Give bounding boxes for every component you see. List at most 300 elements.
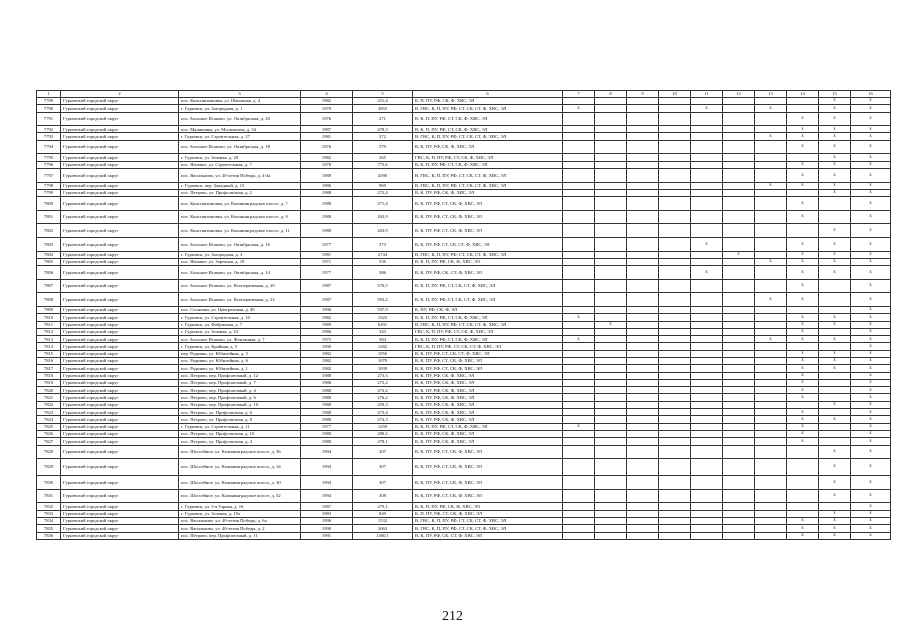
table-row (37, 525, 891, 532)
district-cell: Гурьевский городской округ (61, 350, 179, 357)
mark-cell: x (787, 372, 819, 379)
row-number: 7828 (37, 445, 61, 459)
year-cell: 1994 (301, 489, 353, 503)
mark-cell: x (851, 336, 891, 343)
mark-cell (723, 98, 755, 105)
mark-cell (659, 279, 691, 293)
address-cell: г. Гурьевск, ул. Фабричная, д. 7 (179, 321, 301, 328)
mark-cell (691, 251, 723, 258)
works-list-cell: ГВС, К, П, ПУ, РФ, СТ, СК, СТ, Ф, ХВС, ЭЛ (413, 343, 563, 350)
address-cell: г. Гурьевск, ул. 3-я Горная, д. 16 (179, 503, 301, 510)
area-cell: 4590 (353, 168, 413, 182)
mark-cell (755, 394, 787, 401)
year-cell: 1988 (301, 197, 353, 211)
mark-cell (723, 445, 755, 459)
address-cell: пер. Родники, ул. Юбилейная, д. 3 (179, 350, 301, 357)
mark-cell (659, 133, 691, 140)
district-cell: Гурьевский городской округ (61, 532, 179, 539)
mark-cell: x (819, 365, 851, 372)
mark-cell: x (787, 112, 819, 126)
mark-cell (627, 372, 659, 379)
mark-cell (627, 154, 659, 161)
mark-cell (563, 126, 595, 133)
area-cell: 279,1 (353, 503, 413, 510)
works-list-cell: В, К, П, ПУ, РФ, СК, Ф, ХВС, ЭЛ (413, 503, 563, 510)
mark-cell (659, 154, 691, 161)
column-number-header: 9 (627, 91, 659, 98)
mark-cell (723, 476, 755, 490)
address-cell: пос. Шоссейное, ул. Калининградское шоссе, д. 36 (179, 445, 301, 459)
area-cell: 386 (353, 266, 413, 280)
mark-cell (723, 365, 755, 372)
table-row (37, 133, 891, 140)
district-cell: Гурьевский городской округ (61, 154, 179, 161)
year-cell: 1987 (301, 279, 353, 293)
mark-cell (755, 189, 787, 196)
mark-cell: x (819, 126, 851, 133)
table-row (37, 372, 891, 379)
district-cell: Гурьевский городской округ (61, 459, 179, 476)
table-row (37, 210, 891, 224)
works-list-cell: К, П, ПУ, РФ, СТ, СК, Ф, ХВС, ЭЛ (413, 510, 563, 517)
address-cell: пос. Петрово, ул. Профсоюзная, д. 10 (179, 430, 301, 437)
column-number-header: 11 (691, 91, 723, 98)
mark-cell: x (787, 237, 819, 251)
mark-cell (595, 105, 627, 112)
mark-cell: x (787, 140, 819, 154)
address-cell: пос. Петрово, ул. Профсоюзная, д. 8 (179, 416, 301, 423)
district-cell: Гурьевский городской округ (61, 438, 179, 445)
mark-cell (691, 372, 723, 379)
mark-cell (595, 357, 627, 364)
mark-cell (563, 279, 595, 293)
address-cell: г. Гурьевск, ул. Строительная, д. 10 (179, 314, 301, 321)
mark-cell (723, 266, 755, 280)
row-number: 7829 (37, 459, 61, 476)
row-number: 7826 (37, 430, 61, 437)
year-cell: 1988 (301, 210, 353, 224)
year-cell: 1990 (301, 343, 353, 350)
mark-cell: x (851, 510, 891, 517)
mark-cell (723, 409, 755, 416)
mark-cell: x (851, 197, 891, 211)
mark-cell (563, 182, 595, 189)
mark-cell: x (851, 224, 891, 238)
mark-cell (723, 133, 755, 140)
mark-cell (595, 306, 627, 313)
mark-cell (659, 224, 691, 238)
works-list-cell: В, К, ПУ, РФ, СК, Ф, ХВС, ЭЛ (413, 401, 563, 408)
row-number: 7817 (37, 365, 61, 372)
mark-cell (755, 154, 787, 161)
mark-cell (691, 409, 723, 416)
year-cell: 1987 (301, 503, 353, 510)
mark-cell: x (851, 394, 891, 401)
mark-cell (723, 328, 755, 335)
mark-cell (819, 328, 851, 335)
mark-cell: x (819, 140, 851, 154)
address-cell: пос. Васильково, ул. 40-летия Победы, д. 2 (179, 525, 301, 532)
mark-cell: x (851, 293, 891, 307)
row-number: 7833 (37, 510, 61, 517)
mark-cell (691, 258, 723, 265)
address-cell: пос. Шоссейное, ул. Калининградское шоссе, д. 30 (179, 476, 301, 490)
year-cell: 1977 (301, 423, 353, 430)
mark-cell (627, 517, 659, 524)
mark-cell (627, 112, 659, 126)
table-row (37, 154, 891, 161)
mark-cell (563, 445, 595, 459)
mark-cell: x (787, 321, 819, 328)
address-cell: г. Гурьевск, ул. Зеленая, д. 29 (179, 154, 301, 161)
registry-table-body (37, 91, 891, 540)
mark-cell: x (851, 365, 891, 372)
mark-cell (563, 525, 595, 532)
mark-cell (595, 336, 627, 343)
mark-cell (595, 189, 627, 196)
mark-cell (627, 168, 659, 182)
mark-cell (723, 459, 755, 476)
area-cell: 343 (353, 328, 413, 335)
mark-cell (595, 210, 627, 224)
table-row (37, 357, 891, 364)
table-row (37, 430, 891, 437)
mark-cell (563, 401, 595, 408)
mark-cell (659, 197, 691, 211)
mark-cell: x (819, 321, 851, 328)
table-row (37, 365, 891, 372)
mark-cell (819, 372, 851, 379)
row-number: 7836 (37, 532, 61, 539)
mark-cell (691, 416, 723, 423)
district-cell: Гурьевский городской округ (61, 133, 179, 140)
row-number: 7824 (37, 416, 61, 423)
row-number: 7822 (37, 401, 61, 408)
area-cell: 278,1 (353, 438, 413, 445)
area-cell: 273,4 (353, 409, 413, 416)
mark-cell (755, 306, 787, 313)
table-row (37, 251, 891, 258)
mark-cell (595, 430, 627, 437)
table-row (37, 510, 891, 517)
mark-cell (755, 438, 787, 445)
mark-cell (627, 357, 659, 364)
mark-cell (659, 336, 691, 343)
district-cell: Гурьевский городской округ (61, 365, 179, 372)
mark-cell (787, 401, 819, 408)
mark-cell (755, 343, 787, 350)
mark-cell (627, 394, 659, 401)
mark-cell: x (819, 445, 851, 459)
mark-cell (595, 293, 627, 307)
mark-cell (723, 321, 755, 328)
table-row (37, 182, 891, 189)
mark-cell (755, 350, 787, 357)
mark-cell (755, 532, 787, 539)
mark-cell (563, 321, 595, 328)
district-cell: Гурьевский городской округ (61, 343, 179, 350)
mark-cell (595, 350, 627, 357)
district-cell: Гурьевский городской округ (61, 321, 179, 328)
district-cell: Гурьевский городской округ (61, 510, 179, 517)
mark-cell: x (819, 350, 851, 357)
mark-cell: x (819, 112, 851, 126)
mark-cell: x (851, 189, 891, 196)
mark-cell (563, 394, 595, 401)
mark-cell: x (787, 525, 819, 532)
works-list-cell: В, К, ПУ, РФ, СК, Ф, ХВС, ЭЛ (413, 430, 563, 437)
mark-cell (787, 105, 819, 112)
mark-cell: x (819, 416, 851, 423)
mark-cell (659, 237, 691, 251)
table-row (37, 266, 891, 280)
mark-cell (755, 251, 787, 258)
area-cell: 478,3 (353, 126, 413, 133)
mark-cell (755, 126, 787, 133)
mark-cell: x (819, 224, 851, 238)
address-cell: пос. Петрово, ул. Профсоюзная, д. 4 (179, 438, 301, 445)
mark-cell (627, 98, 659, 105)
mark-cell (787, 98, 819, 105)
district-cell: Гурьевский городской округ (61, 98, 179, 105)
mark-cell: x (563, 336, 595, 343)
mark-cell (755, 197, 787, 211)
mark-cell (691, 182, 723, 189)
mark-cell (691, 314, 723, 321)
mark-cell (691, 350, 723, 357)
mark-cell (627, 133, 659, 140)
mark-cell (563, 293, 595, 307)
mark-cell (595, 237, 627, 251)
mark-cell (595, 532, 627, 539)
works-list-cell: В, К, ПУ, РФ, СТ, СК, СТ, Ф, ХВС, ЭЛ (413, 350, 563, 357)
mark-cell (563, 140, 595, 154)
district-cell: Гурьевский городской округ (61, 251, 179, 258)
works-list-cell: В, К, П, ПУ, РФ, СТ, СК, СТ, Ф, ХВС, ЭЛ (413, 279, 563, 293)
registry-table-sheet (36, 90, 873, 540)
mark-cell: x (851, 237, 891, 251)
works-list-cell: В, К, П, ПУ, РФ, СТ, СК, Ф, ХВС, ЭЛ (413, 112, 563, 126)
mark-cell (691, 394, 723, 401)
mark-cell (595, 416, 627, 423)
area-cell: 276,2 (353, 394, 413, 401)
mark-cell (659, 423, 691, 430)
mark-cell (627, 459, 659, 476)
mark-cell (627, 189, 659, 196)
mark-cell (659, 258, 691, 265)
mark-cell (627, 401, 659, 408)
table-row (37, 489, 891, 503)
mark-cell (691, 98, 723, 105)
district-cell: Гурьевский городской округ (61, 293, 179, 307)
district-cell: Гурьевский городской округ (61, 258, 179, 265)
mark-cell (595, 459, 627, 476)
mark-cell: x (851, 416, 891, 423)
area-cell: 273,2 (353, 379, 413, 386)
mark-cell (755, 416, 787, 423)
mark-cell (819, 197, 851, 211)
mark-cell (627, 105, 659, 112)
district-cell: Гурьевский городской округ (61, 237, 179, 251)
mark-cell (819, 423, 851, 430)
row-number: 7795 (37, 154, 61, 161)
mark-cell (723, 357, 755, 364)
table-row (37, 98, 891, 105)
mark-cell (659, 387, 691, 394)
works-list-cell: В, К, П, ПУ, РФ, СТ, СК, Ф, ХВС, ЭЛ (413, 126, 563, 133)
mark-cell (691, 293, 723, 307)
mark-cell (787, 306, 819, 313)
address-cell: пос. Константиновка, ул. Школьная, д. 4 (179, 98, 301, 105)
district-cell: Гурьевский городской округ (61, 266, 179, 280)
mark-cell (659, 372, 691, 379)
mark-cell (787, 343, 819, 350)
mark-cell (627, 161, 659, 168)
district-cell: Гурьевский городской округ (61, 197, 179, 211)
year-cell: 1982 (301, 365, 353, 372)
mark-cell: x (787, 197, 819, 211)
mark-cell (563, 409, 595, 416)
mark-cell (691, 336, 723, 343)
mark-cell (595, 438, 627, 445)
mark-cell (787, 154, 819, 161)
mark-cell (691, 430, 723, 437)
address-cell: пос. Петрово, пер. Профсоюзный, д. 12 (179, 372, 301, 379)
works-list-cell: В, К, П, ПУ, РФ, СТ, СК, Ф, ХВС, ЭЛ (413, 423, 563, 430)
row-number: 7814 (37, 343, 61, 350)
mark-cell: x (755, 336, 787, 343)
mark-cell (595, 251, 627, 258)
works-list-cell: В, К, ПУ, РФ, СК, Ф, ХВС, ЭЛ (413, 140, 563, 154)
table-row (37, 532, 891, 539)
district-cell: Гурьевский городской округ (61, 423, 179, 430)
mark-cell (563, 251, 595, 258)
mark-cell (563, 372, 595, 379)
mark-cell (627, 126, 659, 133)
mark-cell (627, 279, 659, 293)
table-row (37, 476, 891, 490)
area-cell: 2744 (353, 251, 413, 258)
mark-cell (595, 328, 627, 335)
area-cell: 6291 (353, 321, 413, 328)
mark-cell (627, 438, 659, 445)
mark-cell (563, 459, 595, 476)
mark-cell (723, 350, 755, 357)
mark-cell (563, 489, 595, 503)
mark-cell (627, 489, 659, 503)
mark-cell: x (563, 105, 595, 112)
mark-cell (755, 489, 787, 503)
row-number: 7792 (37, 126, 61, 133)
mark-cell (723, 161, 755, 168)
mark-cell (723, 532, 755, 539)
table-row (37, 423, 891, 430)
table-row (37, 379, 891, 386)
works-list-cell: В, К, ПУ, РФ, СК, СТ, Ф, ХВС, ЭЛ (413, 532, 563, 539)
works-list-cell: В, К, ПУ, РФ, СК, Ф, ХВС, ЭЛ (413, 409, 563, 416)
mark-cell: x (851, 266, 891, 280)
row-number: 7803 (37, 237, 61, 251)
works-list-cell: ГВС, К, П, ПУ, РФ, СТ, СК, Ф, ХВС, ЭЛ (413, 154, 563, 161)
year-cell: 1978 (301, 161, 353, 168)
row-number: 7818 (37, 372, 61, 379)
address-cell: пос. Низовье, ул. Заречная, д. 10 (179, 258, 301, 265)
mark-cell: x (851, 210, 891, 224)
mark-cell (691, 161, 723, 168)
mark-cell: x (851, 401, 891, 408)
address-cell: г. Гурьевск, ул. Загородная, д. 3 (179, 251, 301, 258)
area-cell: 384 (353, 336, 413, 343)
mark-cell (723, 182, 755, 189)
mark-cell: x (851, 343, 891, 350)
mark-cell: x (819, 105, 851, 112)
mark-cell (691, 357, 723, 364)
row-number: 7811 (37, 321, 61, 328)
mark-cell (563, 306, 595, 313)
year-cell: 1994 (301, 459, 353, 476)
district-cell: Гурьевский городской округ (61, 168, 179, 182)
year-cell: 1988 (301, 394, 353, 401)
table-row (37, 105, 891, 112)
mark-cell (595, 168, 627, 182)
mark-cell (787, 189, 819, 196)
mark-cell: x (755, 105, 787, 112)
mark-cell: x (851, 430, 891, 437)
mark-cell (595, 387, 627, 394)
address-cell: г. Гурьевск, ул. Крайняя, д. 5 (179, 343, 301, 350)
mark-cell: x (819, 133, 851, 140)
row-number: 7813 (37, 336, 61, 343)
mark-cell (691, 510, 723, 517)
mark-cell: x (851, 438, 891, 445)
mark-cell (691, 525, 723, 532)
mark-cell (563, 266, 595, 280)
mark-cell (659, 459, 691, 476)
mark-cell (755, 321, 787, 328)
works-list-cell: В, К, П, ПУ, РФ, СТ, СК, СТ, Ф, ХВС, ЭЛ (413, 293, 563, 307)
mark-cell (659, 161, 691, 168)
mark-cell (595, 224, 627, 238)
mark-cell: x (755, 182, 787, 189)
mark-cell (659, 365, 691, 372)
mark-cell (563, 476, 595, 490)
district-cell: Гурьевский городской округ (61, 279, 179, 293)
works-list-cell: В, К, П, ПУ, РФ, СТ, СК, Ф, ХВС, ЭЛ (413, 314, 563, 321)
mark-cell (691, 328, 723, 335)
district-cell: Гурьевский городской округ (61, 401, 179, 408)
district-cell: Гурьевский городской округ (61, 210, 179, 224)
mark-cell: x (723, 251, 755, 258)
mark-cell (563, 161, 595, 168)
mark-cell: x (851, 154, 891, 161)
table-row (37, 321, 891, 328)
works-list-cell: В, К, ПУ, РФ, СК, Ф, ХВС, ЭЛ (413, 379, 563, 386)
mark-cell: x (851, 258, 891, 265)
mark-cell (659, 314, 691, 321)
district-cell: Гурьевский городской округ (61, 336, 179, 343)
row-number: 7804 (37, 251, 61, 258)
mark-cell (595, 365, 627, 372)
address-cell: г. Гурьевск, ул. Зеленая, д. 23 (179, 328, 301, 335)
area-cell: 263,9 (353, 224, 413, 238)
area-cell: 263,9 (353, 210, 413, 224)
row-number: 7832 (37, 503, 61, 510)
mark-cell (659, 438, 691, 445)
mark-cell: x (787, 532, 819, 539)
mark-cell (659, 430, 691, 437)
address-cell: пос. Петрово, пер. Профсоюзный, д. 11 (179, 532, 301, 539)
address-cell: пос. Большое Исаково, ул. Октябрьская, д. 14 (179, 266, 301, 280)
